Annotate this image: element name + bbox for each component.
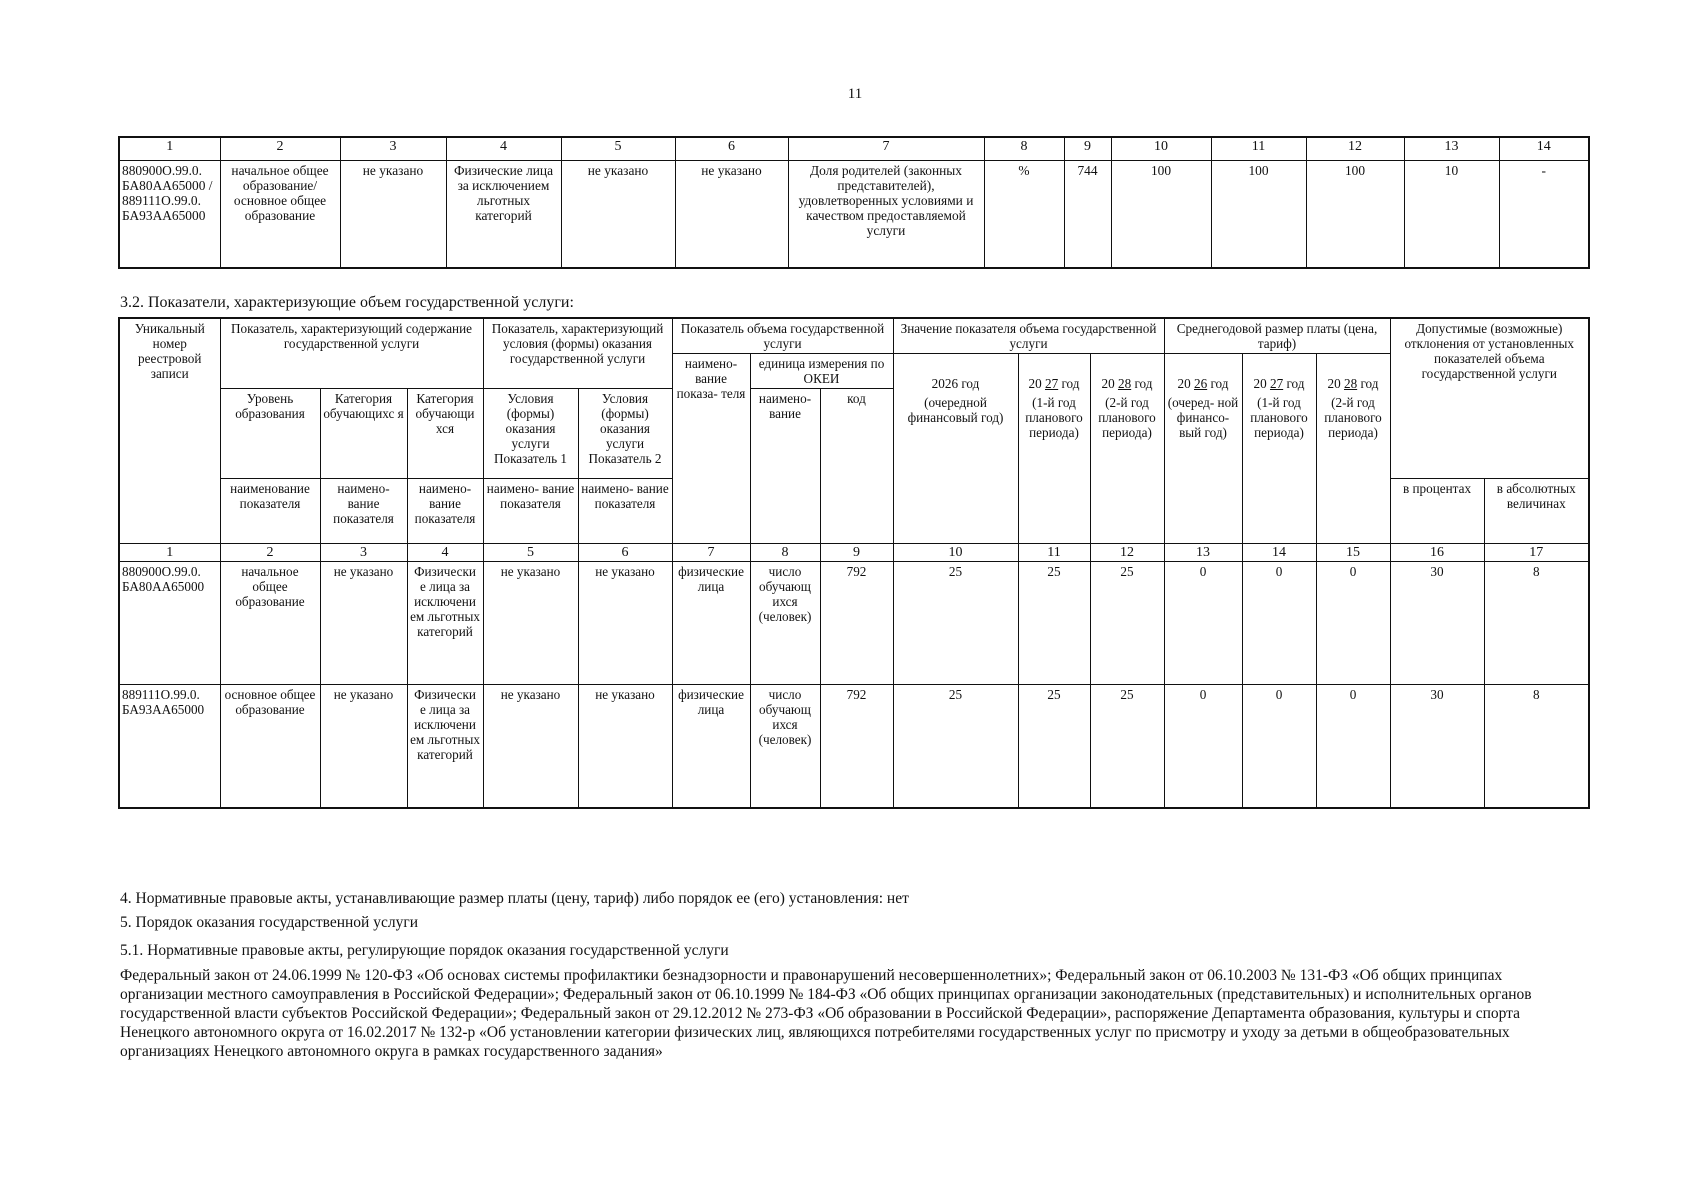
table-cell: % — [984, 161, 1064, 269]
table-row — [119, 161, 1589, 269]
column-number: 5 — [561, 137, 675, 161]
year-label: 20 28 год — [1101, 376, 1153, 391]
table-cell: начальное общее образование — [220, 562, 320, 685]
table-cell: 0 — [1316, 562, 1390, 685]
table-cell: не указано — [561, 161, 675, 269]
column-number: 7 — [788, 137, 984, 161]
column-number: 13 — [1404, 137, 1499, 161]
table-cell: число обучающ ихся (человек) — [750, 685, 820, 809]
registry-number-cell: 889111О.99.0. БА93АА65000 — [119, 685, 220, 809]
table-header-row — [119, 318, 1589, 354]
header-indicator-name-label: наименование показателя — [220, 479, 320, 544]
column-number: 1 — [119, 137, 220, 161]
table-cell: 25 — [1018, 685, 1090, 809]
header-condition-2: Условия (формы) оказания услуги Показатель 2 — [578, 389, 672, 479]
column-number: 14 — [1499, 137, 1589, 161]
table-cell: не указано — [578, 562, 672, 685]
column-number: 3 — [320, 544, 407, 562]
table-header-row — [119, 137, 1589, 161]
column-number: 6 — [578, 544, 672, 562]
section-title-3-2: 3.2. Показатели, характеризующие объем государственной услуги: — [120, 294, 574, 311]
column-number: 5 — [483, 544, 578, 562]
table-cell: не указано — [483, 685, 578, 809]
paragraph-5: 5. Порядок оказания государственной услуги — [120, 914, 418, 931]
header-indicator-name: наимено- вание показа- теля — [672, 354, 750, 544]
table-cell: 0 — [1164, 562, 1242, 685]
header-fee-2027 — [1242, 354, 1316, 544]
table-cell: 10 — [1404, 161, 1499, 269]
table-cell: 100 — [1211, 161, 1306, 269]
column-number: 10 — [893, 544, 1018, 562]
column-number: 8 — [750, 544, 820, 562]
table-cell: не указано — [340, 161, 446, 269]
column-number: 17 — [1484, 544, 1589, 562]
table-cell: 25 — [1090, 685, 1164, 809]
table-cell: 30 — [1390, 562, 1484, 685]
year-note: (2-й год планового периода) — [1324, 395, 1382, 440]
header-student-category-1: Категория обучающихс я — [320, 389, 407, 479]
table-cell: 25 — [893, 685, 1018, 809]
table-cell: не указано — [320, 685, 407, 809]
table-cell: - — [1499, 161, 1589, 269]
header-indicator-name-label: наимено- вание показателя — [483, 479, 578, 544]
column-number: 2 — [220, 137, 340, 161]
year-label: 20 26 год — [1177, 376, 1229, 391]
header-volume-value: Значение показателя объема государственной услуги — [893, 318, 1164, 354]
header-absolute: в абсолютных величинах — [1484, 479, 1589, 544]
column-number: 12 — [1306, 137, 1404, 161]
table-cell: 0 — [1242, 685, 1316, 809]
year-label: 20 28 год — [1327, 376, 1379, 391]
year-label: 20 27 год — [1028, 376, 1080, 391]
column-number: 12 — [1090, 544, 1164, 562]
header-deviations: Допустимые (возможные) отклонения от установленных показателей объема государственной услуги — [1390, 318, 1589, 479]
table-cell: не указано — [675, 161, 788, 269]
year-label: 2026 год — [931, 376, 980, 391]
header-unit-name: наимено- вание — [750, 389, 820, 544]
table-cell: 100 — [1306, 161, 1404, 269]
column-number: 15 — [1316, 544, 1390, 562]
table-cell: 0 — [1164, 685, 1242, 809]
table-cell: 30 — [1390, 685, 1484, 809]
quality-indicators-table — [118, 136, 1590, 269]
table-row — [119, 685, 1589, 809]
column-number: 6 — [675, 137, 788, 161]
table-cell: 8 — [1484, 562, 1589, 685]
table-cell: Доля родителей (законных представителей), удовлетворенных условиями и качеством предоставляемой услуги — [788, 161, 984, 269]
column-number: 2 — [220, 544, 320, 562]
year-label: 20 27 год — [1253, 376, 1305, 391]
column-number: 4 — [446, 137, 561, 161]
header-conditions-indicator: Показатель, характеризующий условия (формы) оказания государственной услуги — [483, 318, 672, 389]
column-number: 14 — [1242, 544, 1316, 562]
table-cell: 792 — [820, 562, 893, 685]
table-cell: физические лица — [672, 562, 750, 685]
header-year-2028 — [1090, 354, 1164, 544]
column-number: 11 — [1018, 544, 1090, 562]
column-number: 13 — [1164, 544, 1242, 562]
legal-acts-text: Федеральный закон от 24.06.1999 № 120-ФЗ «Об основах системы профилактики безнадзорности и правонарушений несовершеннолетних»; Федеральный закон от 06.10.2003 № 131-ФЗ «Об общих принципах организации местного самоуправления в Российской Федерации»; Федеральный закон от 06.10.1999 № 184-ФЗ «Об общих принципах организации законодательных (представительных) и исполнительных органов государственной власти субъектов Российской Федерации»; Федеральный закон от 29.12.2012 № 273-ФЗ «Об образовании в Российской Федерации», распоряжение Департамента образования, культуры и спорта Ненецкого автономного округа от 16.02.2017 № 132-р «Об установлении категории физических лиц, являющихся потребителями государственных услуг по присмотру и уходу за детьми в общеобразовательных организациях Ненецкого автономного округа в рамках государственного задания» — [120, 967, 1532, 1060]
table-row — [119, 562, 1589, 685]
header-condition-1: Условия (формы) оказания услуги Показатель 1 — [483, 389, 578, 479]
header-fee-2028 — [1316, 354, 1390, 544]
year-note: (2-й год планового периода) — [1098, 395, 1156, 440]
table-cell: Физические лица за исключением льготных категорий — [446, 161, 561, 269]
column-number: 7 — [672, 544, 750, 562]
table-cell: не указано — [578, 685, 672, 809]
table-cell: 0 — [1316, 685, 1390, 809]
table-cell: 25 — [893, 562, 1018, 685]
header-average-fee: Среднегодовой размер платы (цена, тариф) — [1164, 318, 1390, 354]
column-number: 1 — [119, 544, 220, 562]
table-cell: физические лица — [672, 685, 750, 809]
column-number: 4 — [407, 544, 483, 562]
header-content-indicator: Показатель, характеризующий содержание государственной услуги — [220, 318, 483, 389]
column-number: 9 — [1064, 137, 1111, 161]
table-cell: 792 — [820, 685, 893, 809]
header-unit-code: код — [820, 389, 893, 544]
table-cell: 8 — [1484, 685, 1589, 809]
column-number: 9 — [820, 544, 893, 562]
header-volume-indicator: Показатель объема государственной услуги — [672, 318, 893, 354]
table-cell: 0 — [1242, 562, 1316, 685]
table-cell: начальное общее образование/ основное общее образование — [220, 161, 340, 269]
header-indicator-name-label: наимено- вание показателя — [320, 479, 407, 544]
column-number: 8 — [984, 137, 1064, 161]
table-cell: Физически е лица за исключени ем льготных категорий — [407, 685, 483, 809]
year-note: (очеред- ной финансо- вый год) — [1167, 395, 1239, 440]
year-note: (очередной финансовый год) — [907, 395, 1004, 425]
year-note: (1-й год планового периода) — [1250, 395, 1308, 440]
table-cell: 25 — [1090, 562, 1164, 685]
header-education-level: Уровень образования — [220, 389, 320, 479]
header-percent: в процентах — [1390, 479, 1484, 544]
table-cell: 100 — [1111, 161, 1211, 269]
table-cell: 25 — [1018, 562, 1090, 685]
header-indicator-name-label: наимено- вание показателя — [578, 479, 672, 544]
header-fee-2026 — [1164, 354, 1242, 544]
page-number: 11 — [847, 86, 863, 102]
header-indicator-name-label: наимено- вание показателя — [407, 479, 483, 544]
year-note: (1-й год планового периода) — [1025, 395, 1083, 440]
table-cell: не указано — [483, 562, 578, 685]
paragraph-4: 4. Нормативные правовые акты, устанавливающие размер платы (цену, тариф) либо порядок ее (его) установления: нет — [120, 890, 909, 907]
table-cell: число обучающ ихся (человек) — [750, 562, 820, 685]
column-number: 10 — [1111, 137, 1211, 161]
registry-number-cell: 880900О.99.0. БА80АА65000 — [119, 562, 220, 685]
registry-number-cell: 880900О.99.0. БА80АА65000 / 889111О.99.0. БА93АА65000 — [119, 161, 220, 269]
table-cell: основное общее образование — [220, 685, 320, 809]
header-year-2026 — [893, 354, 1018, 544]
volume-indicators-table — [118, 317, 1590, 809]
column-numbers-row — [119, 544, 1589, 562]
header-unique-number: Уникальный номер реестровой записи — [119, 318, 220, 544]
column-number: 11 — [1211, 137, 1306, 161]
header-year-2027 — [1018, 354, 1090, 544]
paragraph-5-1: 5.1. Нормативные правовые акты, регулирующие порядок оказания государственной услуги — [120, 942, 729, 959]
table-cell: не указано — [320, 562, 407, 685]
column-number: 16 — [1390, 544, 1484, 562]
table-cell: 744 — [1064, 161, 1111, 269]
header-student-category-2: Категория обучающи хся — [407, 389, 483, 479]
table-cell: Физически е лица за исключени ем льготных категорий — [407, 562, 483, 685]
column-number: 3 — [340, 137, 446, 161]
header-okei-unit: единица измерения по ОКЕИ — [750, 354, 893, 389]
